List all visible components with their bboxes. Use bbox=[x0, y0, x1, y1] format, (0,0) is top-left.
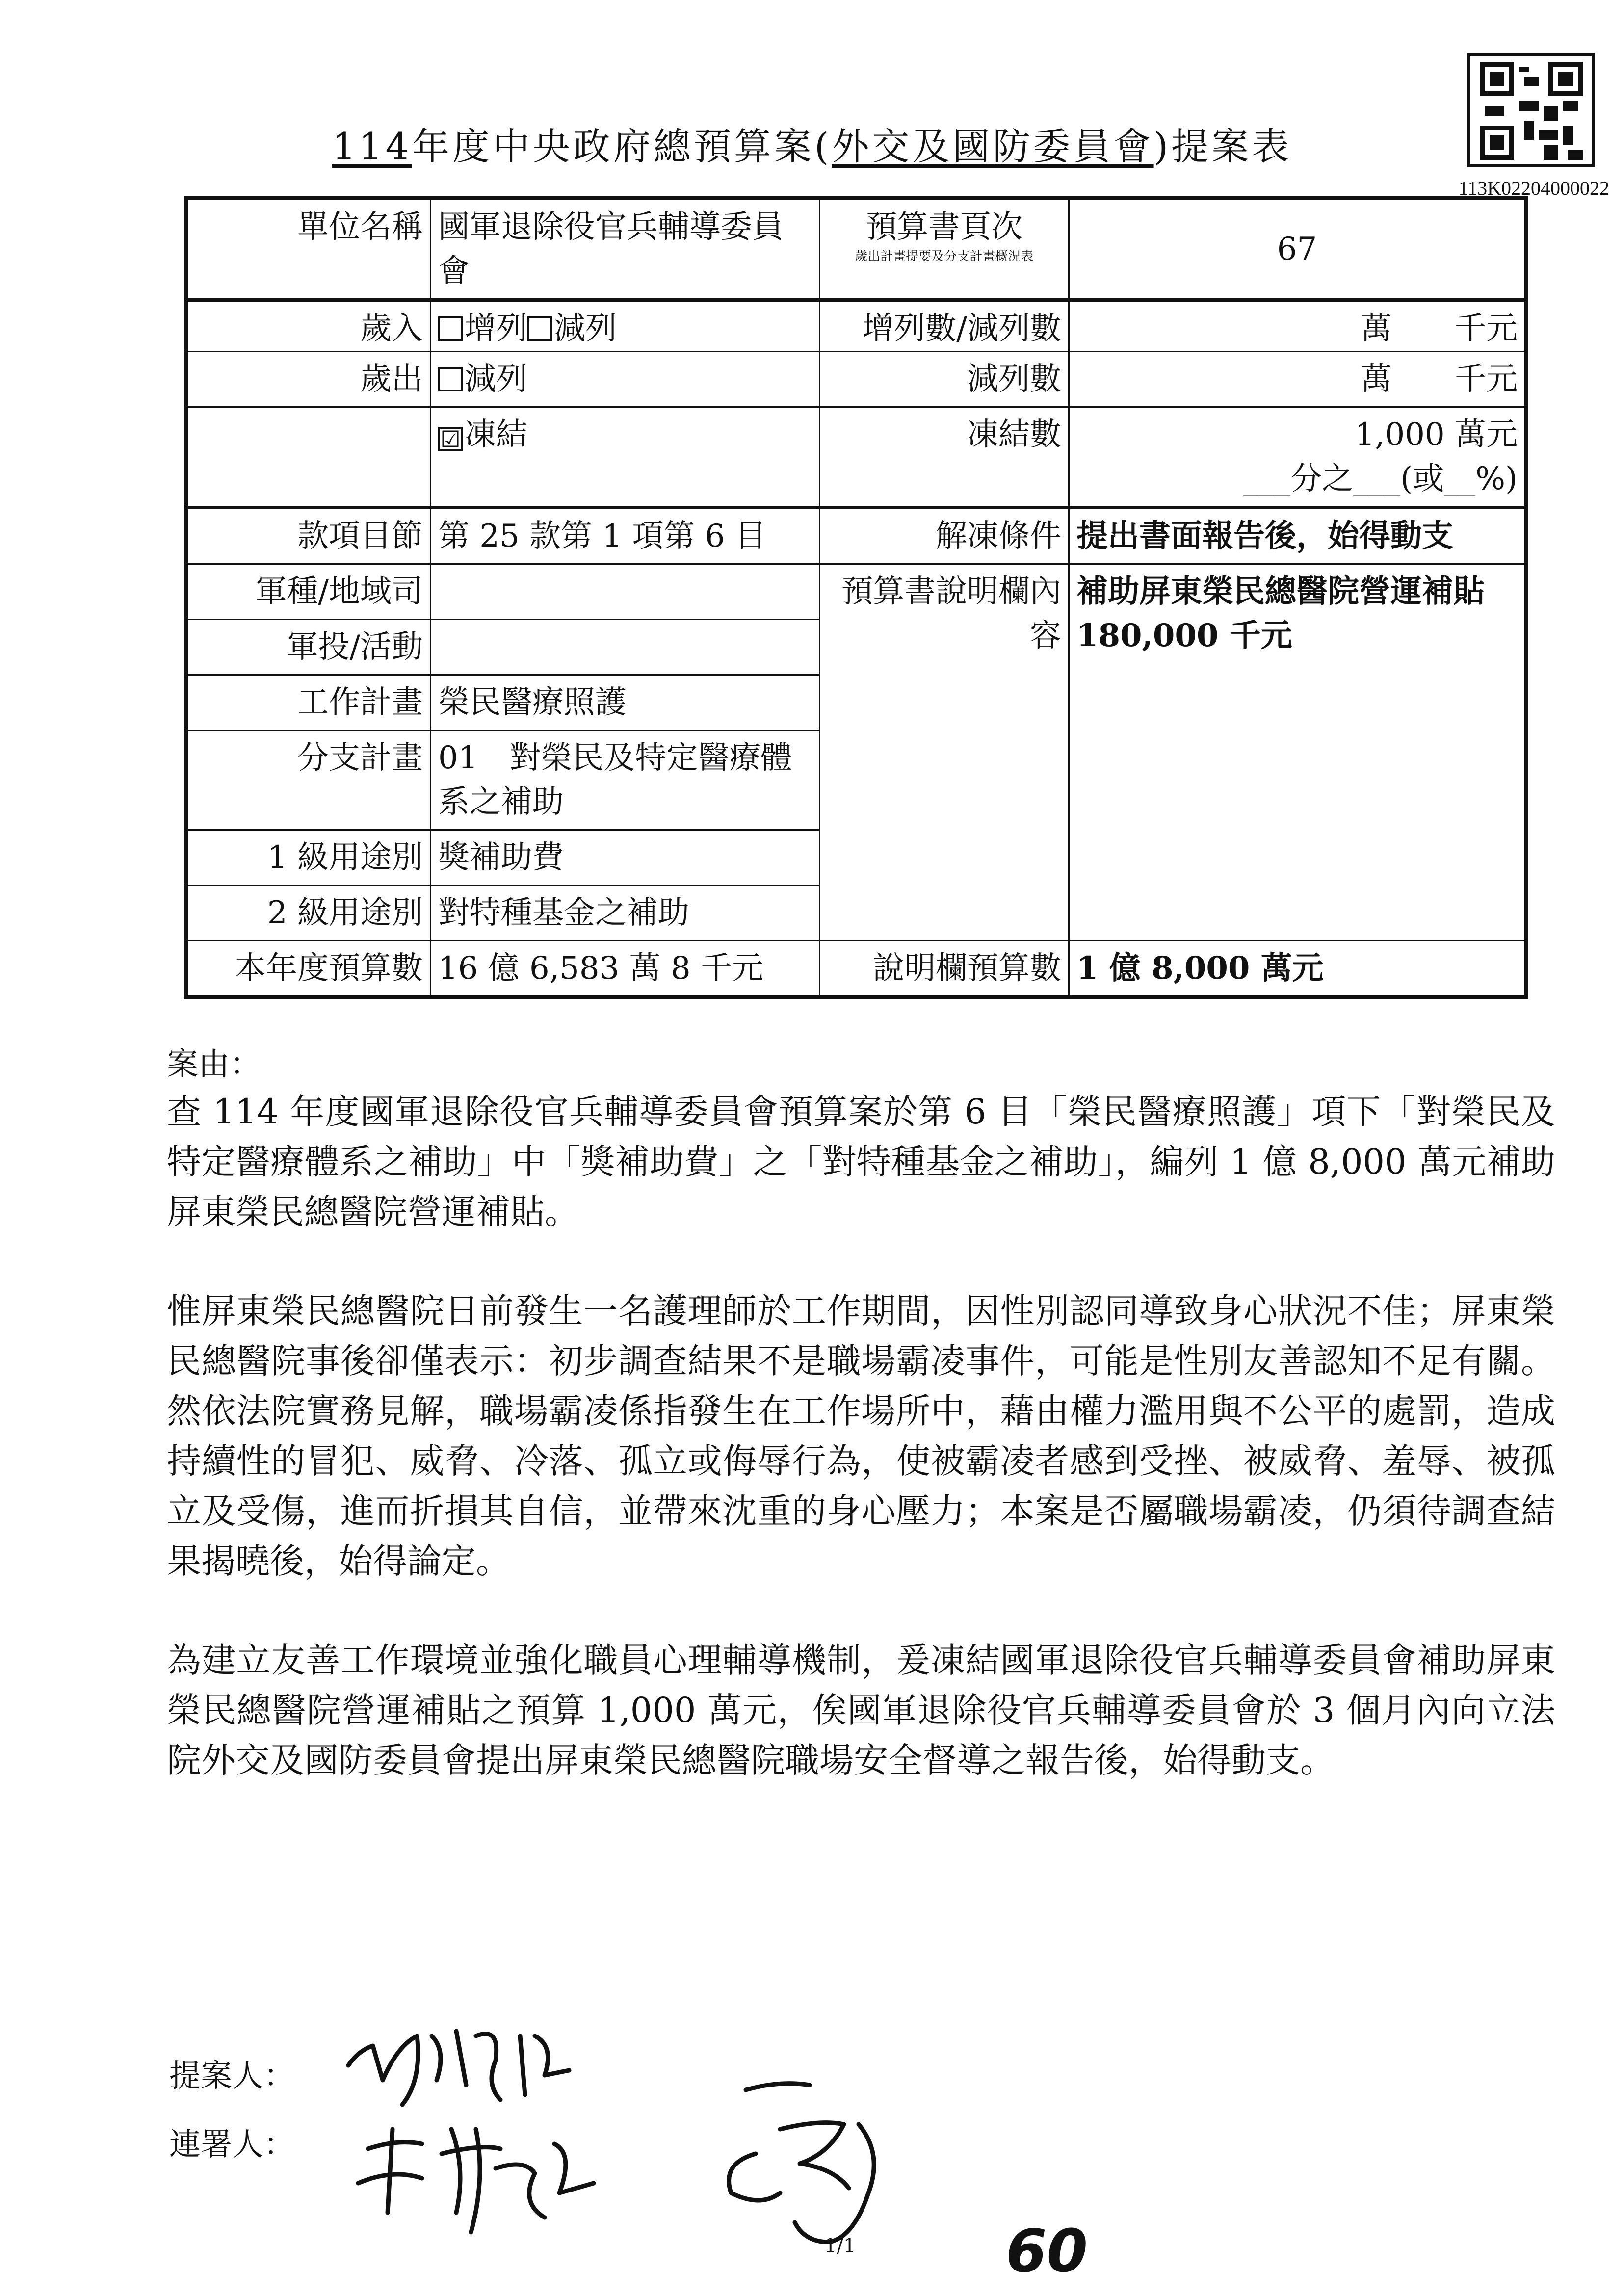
title-end: )提案表 bbox=[1153, 125, 1292, 168]
expense-label: 歲出 bbox=[186, 352, 430, 407]
income-increase-checkbox[interactable] bbox=[438, 316, 463, 341]
qr-code-icon bbox=[1467, 53, 1595, 167]
description-label: 預算書說明欄內容 bbox=[819, 564, 1069, 941]
sub-plan-label: 分支計畫 bbox=[186, 731, 430, 830]
cosigner-label: 連署人： bbox=[169, 2127, 295, 2163]
title-mid: 年度中央政府總預算案( bbox=[412, 125, 832, 168]
freeze-option bbox=[430, 407, 819, 508]
unit-row bbox=[186, 198, 1526, 300]
page-sublabel: 歲出計畫提要及分支計畫概況表 bbox=[855, 249, 1034, 264]
page-value: 67 bbox=[1069, 198, 1526, 300]
cosigner-signature-2 bbox=[729, 2084, 874, 2242]
income-decrease-checkbox[interactable] bbox=[527, 316, 552, 341]
page-cell bbox=[819, 198, 1069, 300]
description-amount-value: 1 億 8,000 萬元 bbox=[1069, 941, 1526, 998]
title-year: 114 bbox=[332, 125, 412, 168]
budget-row bbox=[186, 941, 1526, 998]
item-value: 第 25 款第 1 項第 6 目 bbox=[430, 508, 819, 564]
income-increase-label: 增列 bbox=[464, 311, 527, 347]
reason-label: 案由： bbox=[167, 1046, 261, 1083]
proposal-form-table bbox=[184, 196, 1528, 999]
expense-decrease-checkbox[interactable] bbox=[438, 367, 463, 391]
item-label: 款項目節 bbox=[186, 508, 430, 564]
description-value: 補助屏東榮民總醫院營運補貼 180,000 千元 bbox=[1069, 564, 1526, 941]
expense-options bbox=[430, 352, 819, 407]
expense-amount-label: 減列數 bbox=[819, 352, 1069, 407]
use2-value: 對特種基金之補助 bbox=[430, 886, 819, 941]
freeze-amount-cell bbox=[1069, 407, 1526, 508]
page-label: 預算書頁次 bbox=[865, 209, 1023, 245]
expense-amount: 萬 千元 bbox=[1069, 352, 1526, 407]
branch-label: 軍種/地域司 bbox=[186, 564, 430, 620]
page-number: 1/1 bbox=[824, 2235, 856, 2257]
handwritten-note: 60 bbox=[1006, 2218, 1088, 2286]
invest-value bbox=[430, 620, 819, 675]
freeze-blank bbox=[186, 407, 430, 508]
use1-value: 獎補助費 bbox=[430, 830, 819, 886]
income-options bbox=[430, 300, 819, 352]
year-budget-value: 16 億 6,583 萬 8 千元 bbox=[430, 941, 819, 998]
proposer-label: 提案人： bbox=[169, 2058, 295, 2094]
work-plan-value: 榮民醫療照護 bbox=[430, 675, 819, 731]
freeze-row bbox=[186, 407, 1526, 508]
unfreeze-condition-label: 解凍條件 bbox=[819, 508, 1069, 564]
reason-paragraph-1: 查 114 年度國軍退除役官兵輔導委員會預算案於第 6 目「榮民醫療照護」項下「對榮民及特定醫療體系之補助」中「獎補助費」之「對特種基金之補助」，編列 1 億 8,000 萬元補助屏東榮民總醫院營運補貼。 bbox=[167, 1092, 1555, 1232]
unit-label: 單位名稱 bbox=[186, 198, 430, 300]
income-row bbox=[186, 300, 1526, 352]
description-amount-label: 說明欄預算數 bbox=[819, 941, 1069, 998]
proposer-signature bbox=[348, 2031, 569, 2105]
invest-label: 軍投/活動 bbox=[186, 620, 430, 675]
expense-row bbox=[186, 352, 1526, 407]
freeze-label: 凍結 bbox=[464, 417, 527, 453]
year-budget-label: 本年度預算數 bbox=[186, 941, 430, 998]
proposal-body bbox=[167, 1043, 1555, 1834]
reason-paragraph-3: 為建立友善工作環境並強化職員心理輔導機制，爰凍結國軍退除役官兵輔導委員會補助屏東榮民總醫院營運補貼之預算 1,000 萬元，俟國軍退除役官兵輔導委員會於 3 個月內向立法院外交及國防委員會提出屏東榮民總醫院職場安全督導之報告後，始得動支。 bbox=[167, 1640, 1555, 1780]
income-decrease-label: 減列 bbox=[553, 311, 617, 347]
income-amount: 萬 千元 bbox=[1069, 300, 1526, 352]
work-plan-label: 工作計畫 bbox=[186, 675, 430, 731]
income-label: 歲入 bbox=[186, 300, 430, 352]
freeze-ratio: ___分之___(或__%) bbox=[1243, 461, 1518, 497]
sub-plan-value: 01 對榮民及特定醫療體系之補助 bbox=[430, 731, 819, 830]
title-committee: 外交及國防委員會 bbox=[832, 125, 1154, 168]
freeze-amount: 1,000 萬元 bbox=[1355, 417, 1518, 453]
cosigner-signature-1 bbox=[358, 2129, 594, 2232]
reason-paragraph-2: 惟屏東榮民總醫院日前發生一名護理師於工作期間，因性別認同導致身心狀況不佳；屏東榮民總醫院事後卻僅表示：初步調查結果不是職場霸凌事件，可能是性別友善認知不足有關。然依法院實務見解，職場霸凌係指發生在工作場所中，藉由權力濫用與不公平的處罰，造成持續性的冒犯、威脅、冷落、孤立或侮辱行為，使被霸凌者感到受挫、被威脅、羞辱、被孤立及受傷，進而折損其自信，並帶來沈重的身心壓力；本案是否屬職場霸凌，仍須待調查結果揭曉後，始得論定。 bbox=[167, 1291, 1555, 1581]
expense-decrease-label: 減列 bbox=[464, 361, 527, 397]
handwritten-signatures bbox=[339, 2007, 976, 2262]
document-id: 113K02204000022 bbox=[1458, 177, 1609, 199]
freeze-checkbox[interactable]: ☑ bbox=[438, 427, 463, 451]
unfreeze-condition-value: 提出書面報告後，始得動支 bbox=[1069, 508, 1526, 564]
unit-value: 國軍退除役官兵輔導委員會 bbox=[430, 198, 819, 300]
use1-label: 1 級用途別 bbox=[186, 830, 430, 886]
item-row bbox=[186, 508, 1526, 564]
form-title bbox=[0, 117, 1624, 170]
freeze-amount-label: 凍結數 bbox=[819, 407, 1069, 508]
income-amount-label: 增列數/減列數 bbox=[819, 300, 1069, 352]
branch-value bbox=[430, 564, 819, 620]
use2-label: 2 級用途別 bbox=[186, 886, 430, 941]
branch-row bbox=[186, 564, 1526, 620]
